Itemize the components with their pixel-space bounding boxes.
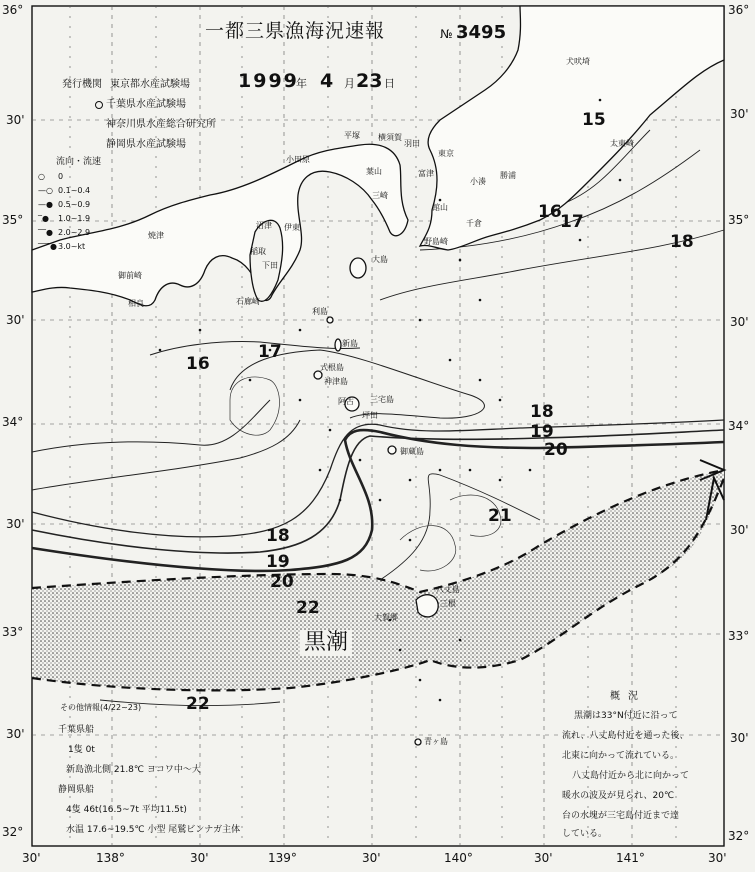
place-miyakejima: 三宅島 (370, 395, 394, 404)
isotherm-label-20-mid: 20 (544, 440, 568, 460)
isotherm-label-15: 15 (582, 110, 606, 130)
publisher-org4: 静岡県水産試験場 (106, 139, 186, 150)
summary-line2: 流れ、八丈島付近を通った後、 (562, 731, 689, 741)
legend-circle-icon: ○ (38, 172, 45, 181)
legend-row-3: ‾● 1.0~1.9 (38, 214, 91, 223)
isotherm-label-16-east: 16 (538, 202, 562, 222)
isotherm-label-20-south: 20 (270, 572, 294, 592)
place-shikinejima: 式根島 (320, 363, 344, 372)
lat-left-3430: 30' (6, 313, 25, 327)
lat-right-3430: 30' (730, 315, 749, 329)
lat-right-35: 35° (728, 213, 750, 227)
place-kisarazu: 富津 (418, 169, 434, 178)
arrow-double-barb-icon: ‾‾● (38, 228, 53, 237)
isotherm-label-17-west: 17 (258, 342, 282, 362)
aogashima-island (415, 739, 421, 745)
shizuoka-label: 静岡県船 (58, 785, 95, 795)
lat-right-3330: 30' (730, 523, 749, 537)
isotherm-label-16-west: 16 (186, 354, 210, 374)
issue-number: 3495 (456, 22, 507, 43)
summary-line5: 暖水の波及が見られ、20℃ (562, 791, 675, 801)
place-hachijojima: 八丈島 (436, 585, 460, 594)
lon-14130: 30' (708, 851, 727, 865)
place-kominato: 小湊 (470, 177, 486, 186)
place-hiratsuka: 平塚 (344, 131, 360, 140)
report-day-unit: 日 (384, 77, 395, 90)
report-month: 4 (320, 70, 334, 92)
place-misaki: 三崎 (372, 191, 388, 200)
chiba-label: 千葉県船 (58, 725, 95, 735)
summary-line4: 八丈島付近から北に向かって (572, 771, 690, 781)
legend-row-0: ○ 0 (38, 172, 64, 181)
place-odawara: 小田原 (286, 155, 310, 164)
lat-left-3330: 30' (6, 517, 25, 531)
place-nojimazaki: 野島崎 (424, 237, 448, 246)
isotherm-label-19-south: 19 (266, 552, 290, 572)
publisher-label: 発行機関 (62, 79, 102, 90)
place-katsuura: 勝浦 (500, 171, 516, 180)
summary-line3: 北東に向かって流れている。 (562, 751, 680, 761)
place-tsubota: 坪田 (362, 411, 378, 420)
isotherm-label-17-east: 17 (560, 212, 584, 232)
legend-title: 流向・流速 (56, 157, 102, 167)
legend-row-1: —○ 0.1~0.4 (38, 186, 91, 195)
shizuoka-detail2: 水温 17.6~19.5℃ 小型 尾鷲ビンナガ主体 (66, 825, 241, 835)
lat-left-35: 35° (2, 213, 24, 227)
lat-left-33: 33° (2, 625, 24, 639)
place-taitozaki: 太東崎 (610, 139, 634, 148)
place-omaezaki: 御前崎 (118, 271, 142, 280)
place-shimizu: 焼津 (148, 231, 164, 240)
arrow-medium-icon: —● (38, 200, 53, 209)
place-chikura: 千倉 (466, 219, 482, 228)
place-niijima: 新島 (342, 339, 358, 348)
kuroshio-label: 黒潮 (300, 630, 352, 656)
lat-right-36: 36° (728, 3, 750, 17)
place-haneda: 羽田 (404, 139, 420, 148)
lat-left-36: 36° (2, 3, 24, 17)
summary-title: 概況 (610, 691, 646, 702)
place-oshima: 大島 (372, 255, 388, 264)
place-kozushima: 神津島 (324, 377, 348, 386)
lat-right-3230: 30' (730, 731, 749, 745)
place-irozaki: 石廊崎 (236, 297, 260, 306)
kozushima-island (314, 371, 322, 379)
place-hayama: 葉山 (366, 167, 382, 176)
lat-left-32: 32° (2, 825, 24, 839)
arrow-single-barb-icon: ‾● (38, 214, 49, 223)
legend-row-2: —● 0.5~0.9 (38, 200, 91, 209)
isotherm-label-22-south: 22 (186, 694, 210, 714)
summary-line1: 黒潮は33°N付近に沿って (574, 711, 678, 721)
lon-141: 141° (616, 851, 645, 865)
place-toshima: 利島 (312, 307, 328, 316)
lon-14030: 30' (534, 851, 553, 865)
report-month-unit: 月 (344, 77, 355, 90)
legend-row-4: ‾‾● 2.0~2.9 (38, 228, 91, 237)
summary-line6: 台の水塊が三宅島付近まで達 (562, 811, 680, 821)
place-mikurajima: 御蔵島 (400, 447, 424, 456)
lat-left-3230: 30' (6, 727, 25, 741)
lon-3730: 30' (22, 851, 41, 865)
place-shimoda: 下田 (262, 261, 278, 270)
report-year: 1999 (238, 70, 299, 92)
place-yokosuka: 横須賀 (378, 133, 402, 142)
lon-139: 139° (268, 851, 297, 865)
place-mitsune: 三根 (440, 599, 456, 608)
toshima-island (327, 317, 333, 323)
lat-left-34: 34° (2, 415, 24, 429)
lon-13930: 30' (362, 851, 381, 865)
kuroshio-band (32, 470, 724, 690)
lat-right-33: 33° (728, 629, 750, 643)
hachijojima-island (416, 595, 438, 617)
info-header: その他情報(4/22~23) (60, 703, 142, 712)
org2-marker (94, 100, 104, 110)
isotherm-label-18-south: 18 (266, 526, 290, 546)
isotherm-label-19-mid: 19 (530, 422, 554, 442)
place-ako: 阿古 (338, 397, 354, 406)
shizuoka-detail1: 4隻 46t(16.5~7t 平均11.5t) (66, 805, 187, 815)
isotherm-label-18-mid: 18 (530, 402, 554, 422)
lat-right-3530: 30' (730, 107, 749, 121)
tokyo-bay-west (32, 144, 408, 306)
arrow-thin-icon: —○ (38, 186, 53, 195)
chiba-detail: 1隻 0t (68, 745, 95, 755)
lon-140: 140° (444, 851, 473, 865)
isotherm-label-18-east: 18 (670, 232, 694, 252)
place-aogashima: 青ヶ島 (424, 737, 448, 746)
mikurajima-island (388, 446, 396, 454)
place-numazu: 沼津 (256, 221, 272, 230)
publisher-org2: 千葉県水産試験場 (106, 99, 186, 110)
summary-line7: している。 (562, 829, 608, 839)
place-sagara: 相良 (128, 299, 144, 308)
legend-row-5: ‾‾‾●3.0~kt (38, 242, 86, 251)
isotherm-label-22-north: 22 (296, 598, 320, 618)
place-inatori: 稲取 (250, 247, 266, 256)
lat-left-3530: 30' (6, 113, 25, 127)
place-okago: 大賀郷 (374, 613, 398, 622)
lat-right-34: 34° (728, 419, 750, 433)
arrow-triple-barb-icon: ‾‾‾● (38, 242, 57, 251)
report-title: 一都三県漁海況速報 (205, 20, 386, 42)
isotherm-label-21: 21 (488, 506, 512, 526)
publisher-org1: 東京都水産試験場 (110, 79, 190, 90)
report-day: 23 (356, 70, 383, 92)
lon-138: 138° (96, 851, 125, 865)
oshima-island (350, 258, 366, 278)
publisher-org3: 神奈川県水産総合研究所 (106, 119, 216, 130)
issue-prefix: № (440, 27, 453, 41)
niijima-detail: 新島漁北側 21.8℃ ヨコワ中～大 (66, 765, 201, 775)
lat-right-32: 32° (728, 829, 750, 843)
place-inubozaki: 犬吠埼 (566, 57, 590, 66)
report-year-unit: 年 (296, 77, 307, 90)
lon-13830: 30' (190, 851, 209, 865)
place-tateyama: 館山 (432, 203, 448, 212)
place-ito: 伊東 (284, 223, 300, 232)
niijima-island (335, 339, 341, 351)
place-tokyo: 東京 (438, 149, 454, 158)
